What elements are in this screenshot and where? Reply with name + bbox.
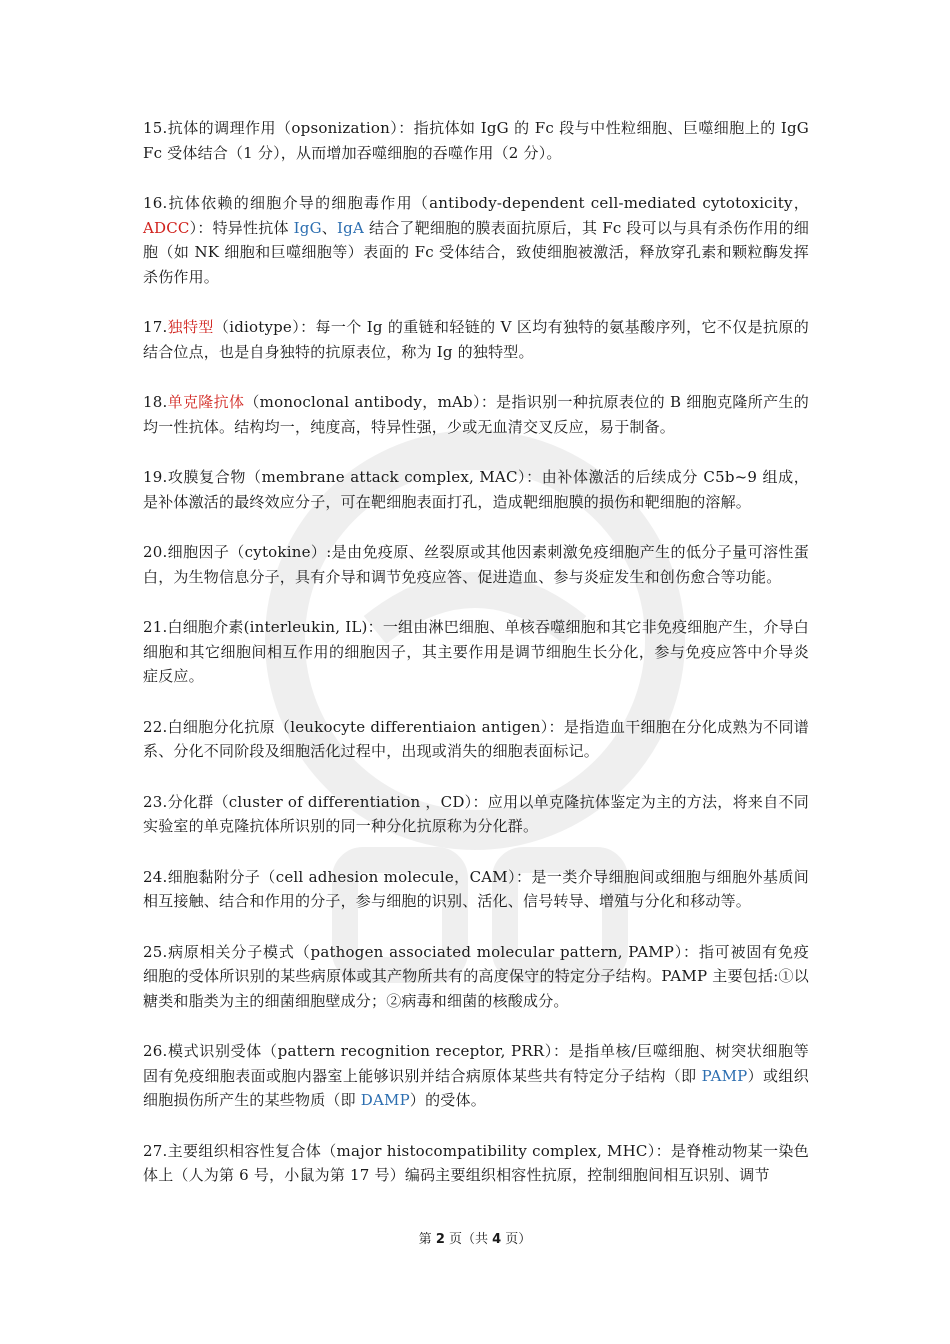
entry-number: 21. — [143, 618, 168, 636]
entry-25 — [143, 940, 809, 1014]
entry-separator: 、 — [321, 218, 338, 237]
entry-highlight-iga: IgA — [337, 218, 364, 237]
entry-term: 抗体依赖的细胞介导的细胞毒作用 — [167, 194, 413, 212]
entry-number: 19. — [143, 468, 168, 486]
entry-body: ：是一类介导细胞间或细胞与细胞外基质间相互接触、结合和作用的分子，参与细胞的识别、活化、信号转导、增殖与分化和移动等。 — [143, 867, 809, 910]
entry-english: （monoclonal antibody，mAb） — [244, 393, 481, 411]
entry-english: （antibody-dependent cell-mediated cytotoxicity， — [412, 194, 809, 212]
footer-middle: 页（共 — [444, 1232, 493, 1247]
entry-term: 病原相关分子模式 — [167, 942, 295, 961]
entry-term: 细胞黏附分子 — [167, 867, 261, 886]
definitions-list — [143, 116, 809, 1188]
entry-body: :是由免疫原、丝裂原或其他因素刺激免疫细胞产生的低分子量可溶性蛋白，为生物信息分子，具有介导和调节免疫应答、促进造血、参与炎症发生和创伤愈合等功能。 — [143, 543, 809, 586]
entry-19 — [143, 465, 809, 514]
entry-body-middle: ）或组织细胞损伤所产生的某些物质（即 — [143, 1066, 809, 1109]
entry-term: 细胞因子 — [167, 543, 230, 561]
entry-21 — [143, 615, 809, 689]
entry-term: 白细胞介素 — [167, 618, 244, 636]
entry-body: ：指抗体如 IgG 的 Fc 段与中性粒细胞、巨噬细胞上的 IgG Fc 受体结合（1 分），从而增加吞噬细胞的吞噬作用（2 分）。 — [143, 119, 809, 162]
entry-english: （cytokine） — [229, 543, 327, 561]
entry-number: 27. — [143, 1141, 168, 1160]
entry-body: ：由补体激活的后续成分 C5b~9 组成，是补体激活的最终效应分子，可在靶细胞表面打孔，造成靶细胞膜的损伤和靶细胞的溶解。 — [143, 468, 809, 511]
entry-term: 分化群 — [167, 792, 214, 811]
entry-number: 23. — [143, 792, 168, 811]
footer-total-pages: 4 — [492, 1232, 502, 1247]
entry-term: 模式识别受体 — [167, 1042, 262, 1060]
entry-27 — [143, 1139, 809, 1188]
entry-15 — [143, 116, 809, 165]
entry-body: ：应用以单克隆抗体鉴定为主的方法，将来自不同实验室的单克隆抗体所识别的同一种分化抗原称为分化群。 — [143, 792, 809, 835]
entry-highlight-adcc: ADCC — [143, 218, 190, 237]
entry-english: （membrane attack complex, MAC） — [246, 468, 527, 486]
entry-body: ：是脊椎动物某一染色体上（人为第 6 号，小鼠为第 17 号）编码主要组织相容性抗原，控制细胞间相互识别、调节 — [143, 1141, 809, 1184]
entry-english: (interleukin, IL) — [243, 618, 368, 636]
entry-english: （idiotype） — [213, 318, 301, 336]
entry-english: （major histocompatibility complex, MHC） — [321, 1141, 656, 1160]
entry-16 — [143, 191, 809, 289]
entry-highlight-pamp: PAMP — [701, 1066, 748, 1085]
entry-body: ：一组由淋巴细胞、单核吞噬细胞和其它非免疫细胞产生，介导白细胞和其它细胞间相互作用的细胞因子，其主要作用是调节细胞生长分化，参与免疫应答中介导炎症反应。 — [143, 618, 809, 685]
entry-term: 白细胞分化抗原 — [167, 717, 275, 736]
entry-body-rest: 结合了靶细胞的膜表面抗原后，其 Fc 段可以与具有杀伤作用的细胞（如 NK 细胞和巨噬细胞等）表面的 Fc 受体结合，致使细胞被激活，释放穿孔素和颗粒酶发挥杀伤作用。 — [143, 218, 810, 286]
entry-20 — [143, 540, 809, 589]
entry-highlight-igg: IgG — [293, 218, 322, 237]
entry-number: 16. — [143, 194, 168, 212]
entry-english: （pattern recognition receptor, PRR） — [261, 1042, 553, 1060]
entry-body: ：是指造血干细胞在分化成熟为不同谱系、分化不同阶段及细胞活化过程中，出现或消失的细胞表面标记。 — [143, 717, 810, 760]
entry-body: ：是指识别一种抗原表位的 B 细胞克隆所产生的均一性抗体。结构均一，纯度高，特异性强，少或无血清交叉反应，易于制备。 — [143, 393, 809, 436]
entry-number: 25. — [143, 942, 168, 961]
entry-body-end: ）的受体。 — [409, 1091, 486, 1109]
entry-body: 特异性抗体 — [212, 218, 294, 237]
entry-26 — [143, 1039, 809, 1113]
entry-term: 攻膜复合物 — [167, 468, 246, 486]
entry-english: （cell adhesion molecule，CAM） — [260, 867, 517, 886]
entry-english: （cluster of differentiation ，CD） — [213, 792, 473, 811]
entry-english: （pathogen associated molecular pattern, PAMP） — [294, 942, 684, 961]
entry-number: 22. — [143, 717, 168, 736]
entry-24 — [143, 865, 809, 914]
entry-18 — [143, 390, 809, 439]
entry-term: 独特型 — [167, 318, 214, 336]
entry-23 — [143, 790, 809, 839]
entry-22 — [143, 715, 809, 764]
entry-number: 17. — [143, 318, 168, 336]
entry-body: ：每一个 Ig 的重链和轻链的 V 区均有独特的氨基酸序列，它不仅是抗原的结合位点，也是自身独特的抗原表位，称为 Ig 的独特型。 — [143, 318, 809, 361]
entry-number: 15. — [143, 119, 168, 137]
footer-prefix: 第 — [418, 1232, 436, 1247]
entry-body: ：指可被固有免疫细胞的受体所识别的某些病原体或其产物所共有的高度保守的特定分子结构。PAMP 主要包括:①以糖类和脂类为主的细菌细胞壁成分；②病毒和细菌的核酸成分。 — [143, 942, 809, 1010]
entry-term: 主要组织相容性复合体 — [167, 1141, 322, 1160]
entry-english: （opsonization） — [275, 119, 399, 137]
entry-english-close: ）： — [189, 218, 213, 237]
entry-term: 抗体的调理作用 — [167, 119, 276, 137]
footer-suffix: 页） — [501, 1232, 532, 1247]
entry-number: 18. — [143, 393, 168, 411]
entry-number: 24. — [143, 867, 168, 886]
entry-term: 单克隆抗体 — [167, 393, 245, 411]
page-footer — [0, 1228, 950, 1247]
entry-number: 26. — [143, 1042, 168, 1060]
entry-number: 20. — [143, 543, 168, 561]
entry-highlight-damp: DAMP — [360, 1091, 410, 1109]
footer-page-number: 2 — [435, 1232, 445, 1247]
entry-english: （leukocyte differentiaion antigen） — [274, 717, 549, 736]
entry-17 — [143, 315, 809, 364]
entry-body: ：是指单核/巨噬细胞、树突状细胞等固有免疫细胞表面或胞内器室上能够识别并结合病原体某些共有特定分子结构（即 — [143, 1042, 809, 1085]
